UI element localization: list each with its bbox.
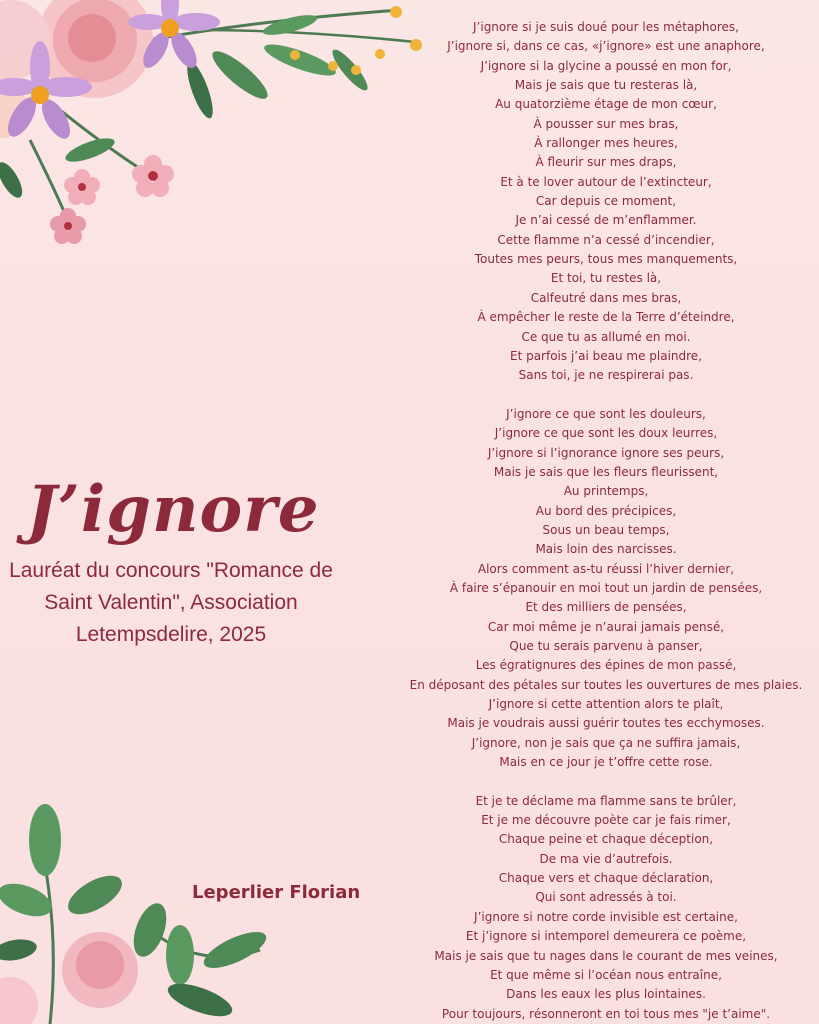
poem-line: Cette flamme n’a cessé d’incendier, <box>497 232 715 247</box>
poem-line: En déposant des pétales sur toutes les ouvertures de mes plaies. <box>409 677 803 692</box>
poem-line: Et je te déclame ma flamme sans te brûler, <box>475 793 737 808</box>
poem-line: J’ignore ce que sont les doux leurres, <box>494 426 718 441</box>
poem-line: Pour toujours, résonneront en toi tous mes "je t’aime". <box>441 1006 771 1021</box>
poem-line: Qui sont adressés à toi. <box>535 890 677 905</box>
poem-line: Mais en ce jour je t’offre cette rose. <box>499 755 713 770</box>
floral-decoration-bottom-left <box>0 800 280 1024</box>
poem-line: Mais loin des narcisses. <box>535 542 677 557</box>
poem-line: Calfeutré dans mes bras, <box>530 290 682 305</box>
poem-line: Au printemps, <box>563 484 649 499</box>
poem-stanza-2 <box>405 405 807 773</box>
poem-line: Car moi même je n’aurai jamais pensé, <box>487 619 725 634</box>
poem-line: Mais je sais que tu nages dans le courant de mes veines, <box>434 948 778 963</box>
poem-line: Et que même si l’océan nous entraîne, <box>490 967 722 982</box>
poem-line: Au bord des précipices, <box>535 503 677 518</box>
poem-line: À empêcher le reste de la Terre d’éteindre, <box>477 310 735 325</box>
poem-line: Mais je sais que les fleurs fleurissent, <box>493 464 719 479</box>
poem-line: J’ignore si je suis doué pour les métaphores, <box>473 20 739 34</box>
poem-line: Au quatorzième étage de mon cœur, <box>495 97 717 112</box>
award-subtitle: Lauréat du concours "Romance de Saint Valentin", Association Letempsdelire, 2025 <box>9 559 333 646</box>
poem-line: À rallonger mes heures, <box>534 136 678 151</box>
poem-line: Et j’ignore si intemporel demeurera ce poème, <box>465 929 747 944</box>
poem-line: J’ignore si la glycine a poussé en mon for, <box>480 58 732 73</box>
poem-title: J’ignore <box>26 472 320 547</box>
author-name: Leperlier Florian <box>192 882 361 903</box>
poem-line: À pousser sur mes bras, <box>533 116 679 131</box>
poem-line: J’ignore ce que sont les douleurs, <box>506 406 706 421</box>
poem-line: Et toi, tu restes là, <box>550 271 662 286</box>
poem-text <box>405 18 807 1024</box>
poem-line: Chaque peine et chaque déception, <box>498 832 714 847</box>
poem-line: Les égratignures des épines de mon passé, <box>475 658 737 673</box>
poem-line: J’ignore si l’ignorance ignore ses peurs, <box>487 445 725 460</box>
poem-line: Chaque vers et chaque déclaration, <box>498 871 714 886</box>
poem-line: Car depuis ce moment, <box>535 194 677 209</box>
poem-line: J’ignore si notre corde invisible est certaine, <box>474 909 738 924</box>
poem-line: Je n’ai cessé de m’enflammer. <box>515 213 697 228</box>
poem-line: De ma vie d’autrefois. <box>539 851 673 866</box>
poem-line: Sans toi, je ne respirerai pas. <box>518 368 694 383</box>
poem-line: À fleurir sur mes draps, <box>535 155 677 170</box>
poem-line: Et des milliers de pensées, <box>525 600 687 615</box>
poem-line: Toutes mes peurs, tous mes manquements, <box>474 252 738 267</box>
poem-line: Dans les eaux les plus lointaines. <box>506 987 706 1002</box>
poem-line: Mais je sais que tu resteras là, <box>514 78 698 93</box>
poem-line: Et à te lover autour de l’extincteur, <box>500 174 712 189</box>
poem-stanza-1 <box>405 18 807 386</box>
poem-line: À faire s’épanouir en moi tout un jardin de pensées, <box>449 580 763 595</box>
floral-decoration-top-left <box>0 0 430 250</box>
poem-line: Et je me découvre poète car je fais rimer, <box>481 813 731 828</box>
poem-line: Alors comment as-tu réussi l’hiver dernier, <box>477 561 735 576</box>
poem-line: Ce que tu as allumé en moi. <box>521 329 691 344</box>
poem-line: Que tu serais parvenu à panser, <box>509 639 703 653</box>
poem-line: J’ignore, non je sais que ça ne suffira jamais, <box>471 735 741 750</box>
poem-line: J’ignore si, dans ce cas, «j’ignore» est une anaphore, <box>447 39 765 54</box>
poem-line: J’ignore si cette attention alors te plaît, <box>488 697 724 712</box>
poem-line: Mais je voudrais aussi guérir toutes tes ecchymoses. <box>447 716 765 731</box>
poem-line: Et parfois j’ai beau me plaindre, <box>509 348 702 363</box>
poem-line: Sous un beau temps, <box>542 522 670 537</box>
poem-stanza-3 <box>405 792 807 1024</box>
